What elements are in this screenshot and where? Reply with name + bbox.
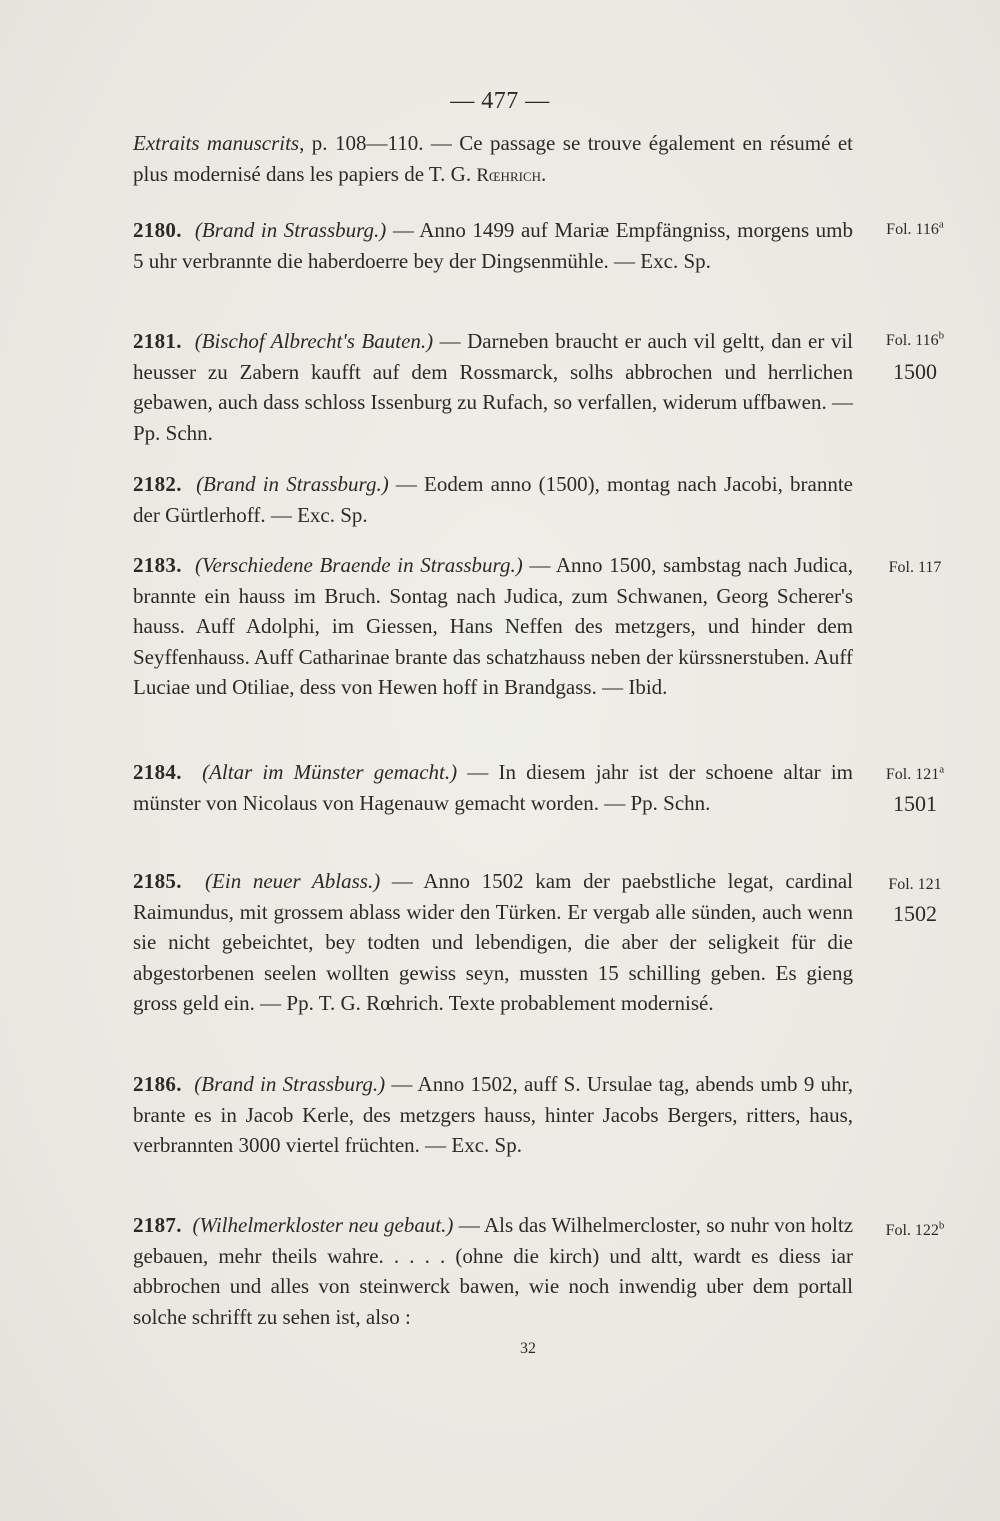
entry-title: (Verschiedene Braende in Strassburg.) (195, 553, 523, 577)
intro-text-2: en résumé et plus modernisé dans les papiers de T. G. (133, 131, 854, 186)
entry-title: (Brand in Strassburg.) (196, 472, 389, 496)
entry-number: 2186. (133, 1072, 182, 1096)
entry-text: — Als das Wilhelmercloster, so nuhr von holtz gebauen, mehr theils wahre. . . . . (ohne die kirch) und altt, wardt es diess iar abbrochen und alles von steinwerck bawen, wie noch inwendig uber dem portall solche schrifft zu sehen ist, also : (133, 1213, 854, 1329)
entry-2180 (133, 215, 853, 276)
entry-number: 2187. (133, 1213, 182, 1237)
entry-2184 (133, 757, 853, 818)
entry-number: 2184. (133, 760, 182, 784)
entry-2186 (133, 1069, 853, 1161)
entry-2185 (133, 866, 853, 1019)
intro-paragraph (133, 128, 853, 191)
entry-text: — Eodem anno (1500), montag nach Jacobi, brannte der Gürtlerhoff. — Exc. Sp. (133, 472, 853, 527)
entry-text: — Anno 1500, sambstag nach Judica, brannte ein hauss im Bruch. Sontag nach Judica, zum Schwanen, Georg Scherer's hauss. Auff Adolphi, im Giessen, Hans Neffen des metzgers, und hinder dem Seyffenhauss. Auff Catharinae brante das schatzhauss neben der kürssnerstuben. Auff Luciae und Otiliae, dess von Hewen hoff in Brandgass. — Ibid. (133, 553, 853, 699)
margin-folio-2180: Fol. 116$^a$ (886, 218, 944, 238)
margin-folio-2187: Fol. 122$^b$ (885, 1219, 945, 1239)
entry-number: 2185. (133, 869, 182, 893)
margin-folio-2181: Fol. 116$^b$ (885, 329, 945, 349)
entry-2182 (133, 469, 853, 530)
entry-text: — Anno 1502 kam der paebstliche legat, cardinal Raimundus, mit grossem ablass wider den Türken. Er vergab alle sünden, auch wenn sie nicht gebeichtet, bey todten und lebendigen, die aber der seligkeit für die abgestorbenen seelen wollten gewiss seyn, mussten 15 schilling geben. Es gieng gross geld ein. — Pp. T. G. Rœhrich. Texte probablement modernisé. (133, 869, 853, 1015)
entry-text: — Anno 1502, auff S. Ursulae tag, abends umb 9 uhr, brante es in Jacob Kerle, des metzgers hauss, hinter Jacobs Bergers, ritters, haus, verbrannten 3000 viertel früchten. — Exc. Sp. (133, 1072, 853, 1157)
entry-number: 2180. (133, 218, 182, 242)
entry-title: (Wilhelmerkloster neu gebaut.) (192, 1213, 454, 1237)
entry-text: — Darneben braucht er auch vil geltt, dan er vil heusser zu Zabern kaufft auf dem Rossmarck, solhs abbrochen und herrlichen gebawen, auch dass schloss Issenburg zu Rufach, so verfallen, widerum uffbawen. — Pp. Schn. (133, 329, 854, 445)
entry-number: 2182. (133, 472, 182, 496)
margin-folio-2184: Fol. 121$^a$ (885, 763, 945, 783)
entry-title: (Altar im Münster gemacht.) (202, 760, 458, 784)
margin-year-2185: 1502 (893, 901, 937, 926)
intro-source-title: Extraits manuscrits (133, 131, 300, 155)
signature-mark: 32 (520, 1340, 536, 1357)
entry-text: — Anno 1499 auf Mariæ Empfängniss, morgens umb 5 uhr verbrannte die haberdoerre bey der Dingsenmühle. — Exc. Sp. (133, 218, 853, 273)
page-number: — 477 — (450, 88, 550, 114)
entry-title: (Ein neuer Ablass.) (205, 869, 381, 893)
intro-author: Rœhrich (476, 164, 542, 186)
entry-2187 (133, 1210, 853, 1332)
entry-title: (Bischof Albrecht's Bauten.) (194, 329, 434, 353)
margin-folio-2183: Fol. 117 (888, 559, 942, 576)
entry-text: — In diesem jahr ist der schoene altar im münster von Nicolaus von Hagenauw gemacht worden. — Pp. Schn. (133, 760, 854, 815)
intro-text-3: . (541, 161, 547, 186)
intro-text-1: , p. 108—110. — Ce passage se trouve également (299, 131, 736, 155)
entry-title: (Brand in Strassburg.) (194, 218, 387, 242)
margin-year-2181: 1500 (893, 359, 937, 384)
entry-title: (Brand in Strassburg.) (194, 1072, 386, 1096)
margin-folio-2185: Fol. 121 (888, 876, 942, 893)
entry-2181 (133, 326, 853, 448)
entry-number: 2181. (133, 329, 182, 353)
entry-number: 2183. (133, 553, 182, 577)
entry-2183 (133, 550, 853, 703)
margin-year-2184: 1501 (893, 791, 937, 816)
